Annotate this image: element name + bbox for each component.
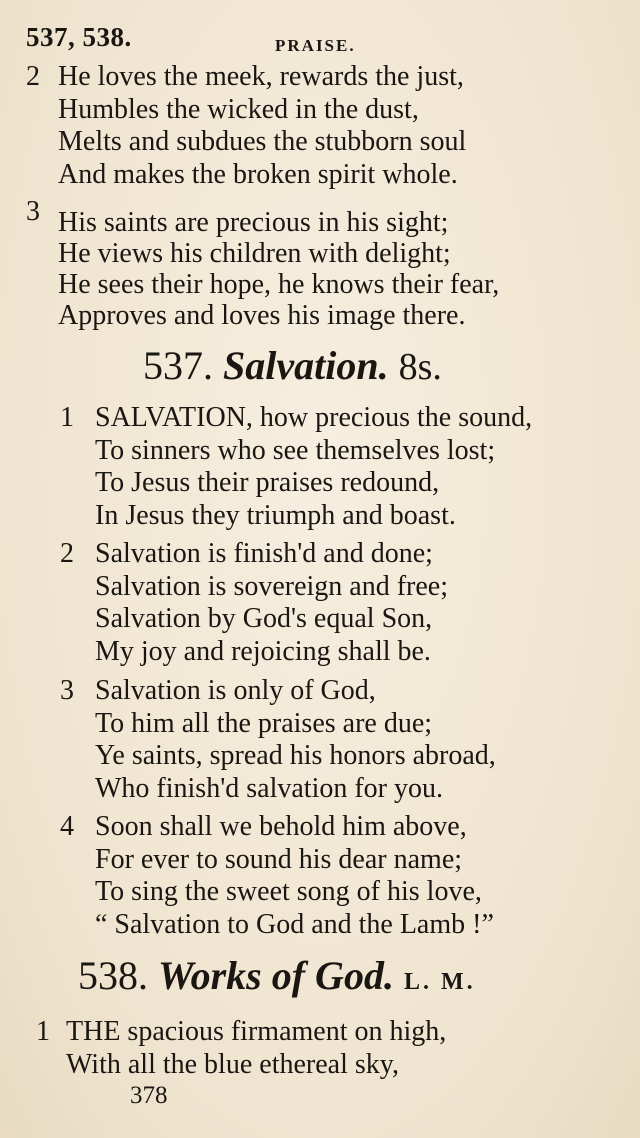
- verse-line: He loves the meek, rewards the just,: [58, 61, 464, 92]
- verse-number: 2: [26, 61, 40, 92]
- hymn-number: 538.: [78, 953, 148, 998]
- verse-line: SALVATION, how precious the sound,: [95, 402, 533, 433]
- verse-line: Soon shall we behold him above,: [95, 811, 467, 842]
- verse-538-1: [66, 1016, 446, 1081]
- verse-line: Melts and subdues the stubborn soul: [58, 126, 467, 157]
- verse-line: THE spacious firmament on high,: [66, 1016, 447, 1047]
- page-number: 378: [130, 1082, 168, 1109]
- hymn-meter: L. M.: [403, 969, 476, 995]
- verse-number: 1: [60, 402, 74, 433]
- verse-line: “ Salvation to God and the Lamb !”: [95, 908, 494, 940]
- verse-line: To sinners who see themselves lost;: [95, 434, 496, 466]
- verse-537-4: [95, 811, 494, 941]
- verse-line: Salvation is finish'd and done;: [95, 538, 433, 569]
- verse-line: With all the blue ethereal sky,: [66, 1048, 399, 1080]
- verse-line: Humbles the wicked in the dust,: [58, 93, 419, 125]
- verse-line: To sing the sweet song of his love,: [95, 876, 482, 907]
- verse-prev-2: [58, 61, 466, 191]
- verse-number: 2: [60, 538, 74, 569]
- verse-line: My joy and rejoicing shall be.: [95, 635, 431, 667]
- verse-line: Salvation is only of God,: [95, 675, 376, 706]
- verse-537-1: [95, 402, 532, 532]
- verse-line: To him all the praises are due;: [95, 707, 433, 739]
- verse-line: To Jesus their praises redound,: [95, 467, 440, 498]
- verse-prev-3: [58, 207, 499, 331]
- hymn-538-title: [78, 952, 476, 999]
- verse-line: Ye saints, spread his honors abroad,: [95, 740, 496, 771]
- verse-537-3: [95, 675, 496, 805]
- verse-line: His saints are precious in his sight;: [58, 207, 449, 238]
- verse-number: 3: [60, 675, 74, 706]
- verse-537-2: [95, 538, 448, 668]
- header-hymn-numbers: 537, 538.: [26, 22, 132, 52]
- verse-line: Who finish'd salvation for you.: [95, 772, 443, 804]
- verse-number: 1: [36, 1016, 50, 1047]
- header-section-title: PRAISE.: [275, 36, 356, 55]
- hymn-name: Salvation.: [223, 343, 389, 388]
- verse-line: He views his children with delight;: [58, 238, 451, 269]
- verse-number: 4: [60, 811, 74, 842]
- verse-line: In Jesus they triumph and boast.: [95, 499, 456, 531]
- hymn-537-title: [143, 342, 442, 389]
- verse-line: And makes the broken spirit whole.: [58, 158, 458, 190]
- verse-line: Approves and loves his image there.: [58, 300, 466, 331]
- hymn-name: Works of God.: [158, 953, 394, 998]
- verse-line: Salvation by God's equal Son,: [95, 603, 433, 634]
- verse-line: For ever to sound his dear name;: [95, 843, 463, 875]
- hymn-number: 537.: [143, 343, 213, 388]
- verse-line: He sees their hope, he knows their fear,: [58, 269, 500, 300]
- hymn-meter: 8s.: [398, 346, 442, 388]
- verse-number: 3: [26, 196, 40, 227]
- verse-line: Salvation is sovereign and free;: [95, 570, 449, 602]
